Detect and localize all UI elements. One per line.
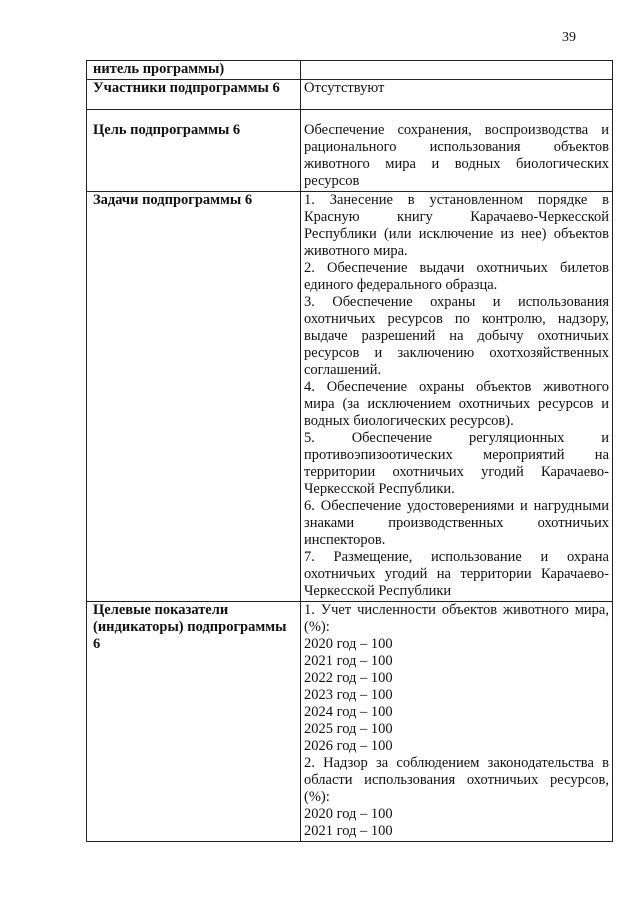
goal-label-text: Цель подпрограммы 6 [93, 122, 241, 138]
indicator-1-title: 1. Учет численности объектов животного мира, (%): [304, 602, 609, 635]
continuation-value [301, 61, 613, 80]
task-item: 3. Обеспечение охраны и использования охотничьих ресурсов по контролю, надзору, выдаче разрешений на добычу охотничьих ресурсов и заключению охотхозяйственных соглашений. [304, 294, 609, 378]
indicator-year-value: 2023 год – 100 [304, 687, 393, 703]
task-item: 4. Обеспечение охраны объектов животного мира (за исключением охотничьих ресурсов и водных биологических ресурсов). [304, 379, 609, 429]
participants-value: Отсутствуют [301, 80, 613, 110]
table-row-participants [87, 80, 613, 110]
goal-label [87, 110, 301, 192]
indicators-value [301, 602, 613, 842]
indicator-2-title: 2. Надзор за соблюдением законодательства в области использования охотничьих ресурсов, (%): [304, 755, 609, 805]
table-row-tasks [87, 192, 613, 602]
task-item: 6. Обеспечение удостоверениями и нагрудными знаками производственных охотничьих инспекторов. [304, 498, 609, 548]
indicator-year-value: 2021 год – 100 [304, 653, 393, 669]
indicator-year-value: 2024 год – 100 [304, 704, 393, 720]
goal-value-text: Обеспечение сохранения, воспроизводства и рационального использования объектов животного мира и водных биологических ресурсов [304, 122, 609, 189]
table-row-continuation [87, 61, 613, 80]
goal-value-spacer [304, 111, 609, 122]
indicator-year-value: 2021 год – 100 [304, 823, 393, 839]
indicator-year-value: 2025 год – 100 [304, 721, 393, 737]
continuation-label: нитель программы) [87, 61, 301, 80]
indicators-label: Целевые показатели (индикаторы) подпрограммы 6 [87, 602, 301, 842]
indicator-year-value: 2020 год – 100 [304, 806, 393, 822]
task-item: 5. Обеспечение регуляционных и противоэпизоотических мероприятий на территории охотничьих угодий Карачаево-Черкесской Республики. [304, 430, 609, 497]
goal-label-spacer [93, 111, 297, 122]
table-row-indicators [87, 602, 613, 842]
tasks-value [301, 192, 613, 602]
participants-label: Участники подпрограммы 6 [87, 80, 301, 110]
indicator-year-value: 2026 год – 100 [304, 738, 393, 754]
table-row-goal [87, 110, 613, 192]
indicator-year-value: 2022 год – 100 [304, 670, 393, 686]
task-item: 2. Обеспечение выдачи охотничьих билетов единого федерального образца. [304, 260, 609, 293]
task-item: 1. Занесение в установленном порядке в Красную книгу Карачаево-Черкесской Республики (или исключение из нее) объектов животного мира. [304, 192, 609, 259]
goal-value [301, 110, 613, 192]
page-number: 39 [562, 30, 576, 45]
task-item: 7. Размещение, использование и охрана охотничьих угодий на территории Карачаево-Черкесской Республики [304, 549, 609, 599]
indicator-year-value: 2020 год – 100 [304, 636, 393, 652]
subprogram-passport-table [86, 60, 613, 842]
tasks-label: Задачи подпрограммы 6 [87, 192, 301, 602]
